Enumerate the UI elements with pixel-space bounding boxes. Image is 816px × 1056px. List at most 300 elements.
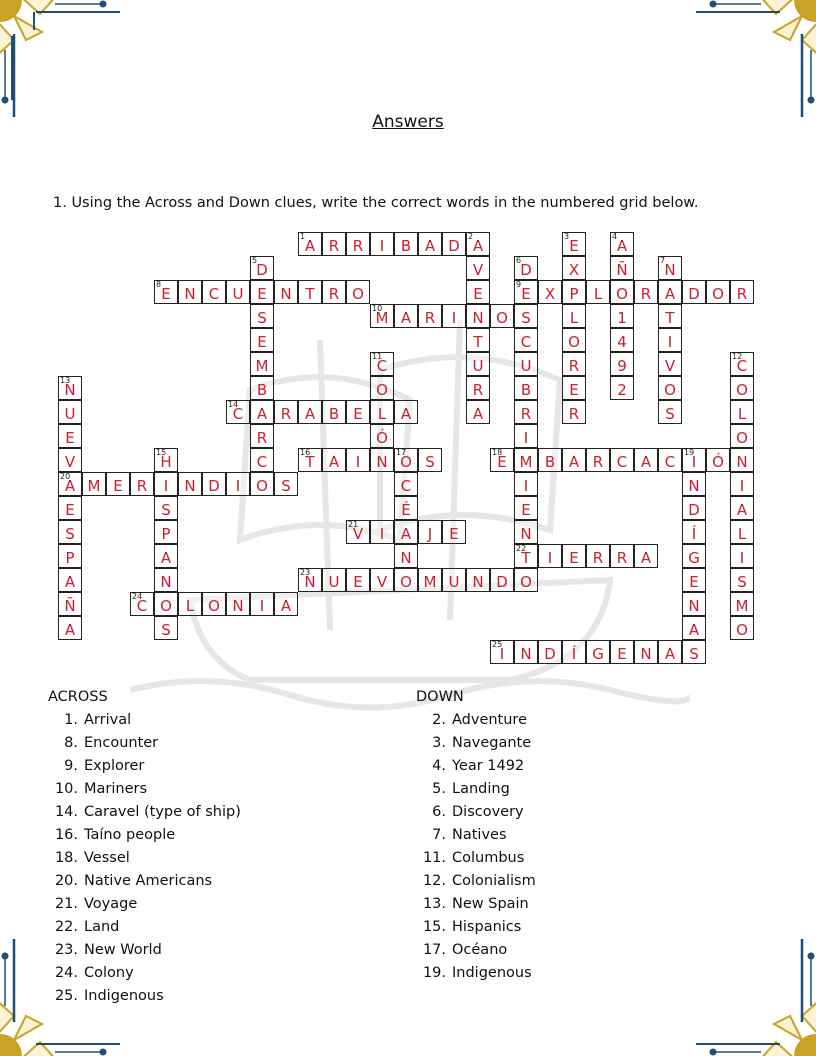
grid-cell[interactable]: [682, 520, 706, 544]
answer-letter: D: [208, 477, 220, 495]
grid-cell[interactable]: [418, 568, 442, 592]
answer-letter: R: [328, 285, 340, 303]
grid-cell[interactable]: [730, 592, 754, 616]
clue-number: 6.: [432, 804, 446, 820]
answer-letter: R: [280, 405, 292, 423]
grid-cell[interactable]: [346, 568, 370, 592]
grid-cell[interactable]: [658, 304, 682, 328]
grid-cell[interactable]: [562, 280, 586, 304]
answer-letter: I: [667, 333, 673, 351]
grid-cell[interactable]: [466, 280, 490, 304]
clue-text: Océano: [452, 942, 508, 958]
answer-letter: I: [235, 477, 241, 495]
grid-cell[interactable]: [514, 568, 538, 592]
grid-cell[interactable]: [370, 424, 394, 448]
grid-cell[interactable]: [58, 496, 82, 520]
answer-letter: N: [280, 285, 292, 303]
answer-letter: R: [592, 453, 604, 471]
grid-cell[interactable]: [466, 568, 490, 592]
grid-cell[interactable]: [562, 376, 586, 400]
answer-letter: B: [520, 381, 532, 399]
grid-cell[interactable]: [298, 448, 322, 472]
answer-letter: G: [592, 645, 604, 663]
grid-cell[interactable]: [610, 328, 634, 352]
answer-letter: S: [281, 477, 291, 495]
clue-number: 5: [252, 256, 258, 265]
grid-cell[interactable]: [250, 328, 274, 352]
grid-cell[interactable]: [418, 520, 442, 544]
answer-letter: O: [208, 597, 220, 615]
grid-cell[interactable]: [514, 496, 538, 520]
grid-cell[interactable]: [466, 376, 490, 400]
grid-cell[interactable]: [418, 304, 442, 328]
grid-cell[interactable]: [394, 520, 418, 544]
answer-letter: I: [523, 477, 529, 495]
clue-number: 11: [372, 352, 383, 361]
answer-letter: A: [64, 477, 76, 495]
answer-letter: R: [256, 429, 268, 447]
grid-cell[interactable]: [730, 280, 754, 304]
answer-letter: I: [163, 477, 169, 495]
clue-text: Taíno people: [84, 827, 176, 843]
grid-cell[interactable]: [154, 568, 178, 592]
answer-letter: N: [376, 453, 388, 471]
clue-number: 25: [492, 640, 503, 649]
grid-cell[interactable]: [610, 448, 634, 472]
down-clue: [416, 778, 536, 801]
grid-cell[interactable]: [562, 400, 586, 424]
answer-letter: N: [640, 645, 652, 663]
answer-letter: B: [400, 237, 412, 255]
grid-cell[interactable]: [682, 496, 706, 520]
grid-cell[interactable]: [610, 232, 634, 256]
grid-cell[interactable]: [490, 448, 514, 472]
answer-letter: E: [617, 645, 627, 663]
grid-cell[interactable]: [250, 376, 274, 400]
grid-cell[interactable]: [82, 472, 106, 496]
grid-cell[interactable]: [466, 232, 490, 256]
answer-letter: J: [427, 525, 433, 543]
answer-letter: Ó: [712, 453, 724, 471]
grid-cell[interactable]: [178, 472, 202, 496]
answer-letter: A: [304, 237, 316, 255]
grid-cell[interactable]: [154, 592, 178, 616]
grid-cell[interactable]: [538, 280, 562, 304]
answer-letter: I: [523, 429, 529, 447]
grid-cell[interactable]: [346, 280, 370, 304]
grid-cell[interactable]: [226, 280, 250, 304]
grid-cell[interactable]: [514, 400, 538, 424]
grid-cell[interactable]: [370, 232, 394, 256]
across-clue: [48, 985, 241, 1008]
grid-cell[interactable]: [514, 352, 538, 376]
answer-letter: N: [520, 525, 532, 543]
grid-cell[interactable]: [610, 304, 634, 328]
grid-cell[interactable]: [682, 640, 706, 664]
answer-letter: I: [691, 453, 697, 471]
answer-letter: C: [376, 357, 388, 375]
grid-cell[interactable]: [610, 376, 634, 400]
grid-cell[interactable]: [154, 472, 178, 496]
grid-cell[interactable]: [682, 544, 706, 568]
answer-letter: E: [521, 285, 531, 303]
clue-number: 18.: [54, 850, 78, 866]
grid-cell[interactable]: [730, 472, 754, 496]
grid-cell[interactable]: [514, 256, 538, 280]
grid-cell[interactable]: [370, 304, 394, 328]
grid-cell[interactable]: [250, 352, 274, 376]
down-clue: [416, 824, 536, 847]
grid-cell[interactable]: [322, 280, 346, 304]
grid-cell[interactable]: [730, 376, 754, 400]
answer-letter: 1: [617, 309, 627, 327]
grid-cell[interactable]: [682, 472, 706, 496]
answer-letter: S: [665, 405, 675, 423]
clue-number: 14.: [54, 804, 78, 820]
grid-cell[interactable]: [562, 640, 586, 664]
answer-letter: O: [712, 285, 724, 303]
grid-cell[interactable]: [610, 640, 634, 664]
grid-cell[interactable]: [370, 352, 394, 376]
answer-letter: R: [616, 549, 628, 567]
grid-cell[interactable]: [370, 376, 394, 400]
grid-cell[interactable]: [730, 400, 754, 424]
clue-text: Caravel (type of ship): [84, 804, 241, 820]
grid-cell[interactable]: [466, 256, 490, 280]
grid-cell[interactable]: [250, 592, 274, 616]
answer-letter: A: [736, 501, 748, 519]
grid-cell[interactable]: [394, 472, 418, 496]
grid-cell[interactable]: [730, 352, 754, 376]
grid-cell[interactable]: [658, 280, 682, 304]
grid-cell[interactable]: [202, 280, 226, 304]
grid-cell[interactable]: [490, 304, 514, 328]
clue-number: 22: [516, 544, 527, 553]
grid-cell[interactable]: [58, 472, 82, 496]
grid-cell[interactable]: [658, 448, 682, 472]
answer-letter: D: [520, 261, 532, 279]
grid-cell[interactable]: [658, 328, 682, 352]
grid-cell[interactable]: [274, 592, 298, 616]
grid-cell[interactable]: [274, 400, 298, 424]
across-clues: [48, 686, 241, 1008]
grid-cell[interactable]: [706, 280, 730, 304]
grid-cell[interactable]: [514, 472, 538, 496]
grid-cell[interactable]: [58, 520, 82, 544]
answer-letter: M: [423, 573, 437, 591]
answer-letter: S: [161, 621, 171, 639]
grid-cell[interactable]: [514, 448, 538, 472]
answer-letter: C: [400, 477, 412, 495]
grid-cell[interactable]: [298, 280, 322, 304]
grid-cell[interactable]: [562, 352, 586, 376]
grid-cell[interactable]: [202, 592, 226, 616]
answer-letter: U: [448, 573, 460, 591]
grid-cell[interactable]: [58, 616, 82, 640]
grid-cell[interactable]: [658, 256, 682, 280]
grid-cell[interactable]: [58, 568, 82, 592]
grid-cell[interactable]: [226, 592, 250, 616]
grid-cell[interactable]: [514, 424, 538, 448]
grid-cell[interactable]: [514, 376, 538, 400]
answer-letter: A: [472, 405, 484, 423]
grid-cell[interactable]: [634, 640, 658, 664]
grid-cell[interactable]: [394, 232, 418, 256]
grid-cell[interactable]: [394, 400, 418, 424]
answer-letter: R: [640, 285, 652, 303]
grid-cell[interactable]: [682, 616, 706, 640]
answer-letter: B: [256, 381, 268, 399]
grid-cell[interactable]: [322, 232, 346, 256]
grid-cell[interactable]: [154, 280, 178, 304]
answer-letter: X: [568, 261, 580, 279]
answer-letter: O: [376, 381, 388, 399]
grid-cell[interactable]: [610, 352, 634, 376]
grid-cell[interactable]: [562, 304, 586, 328]
sun-ornament-icon: [0, 0, 58, 58]
across-clue: [48, 847, 241, 870]
grid-cell[interactable]: [346, 400, 370, 424]
grid-cell[interactable]: [346, 448, 370, 472]
grid-cell[interactable]: [226, 400, 250, 424]
grid-cell[interactable]: [322, 568, 346, 592]
grid-cell[interactable]: [610, 280, 634, 304]
answer-letter: L: [377, 405, 387, 423]
answer-letter: E: [161, 285, 171, 303]
grid-cell[interactable]: [130, 472, 154, 496]
grid-cell[interactable]: [514, 304, 538, 328]
grid-cell[interactable]: [490, 640, 514, 664]
answer-letter: S: [689, 645, 699, 663]
grid-cell[interactable]: [586, 280, 610, 304]
grid-cell[interactable]: [298, 400, 322, 424]
clue-number: 6: [516, 256, 522, 265]
grid-cell[interactable]: [514, 640, 538, 664]
grid-cell[interactable]: [370, 520, 394, 544]
grid-cell[interactable]: [394, 568, 418, 592]
grid-cell[interactable]: [610, 256, 634, 280]
grid-cell[interactable]: [250, 304, 274, 328]
down-clue: [416, 709, 536, 732]
grid-cell[interactable]: [610, 544, 634, 568]
grid-cell[interactable]: [538, 544, 562, 568]
grid-cell[interactable]: [514, 520, 538, 544]
grid-cell[interactable]: [322, 448, 346, 472]
grid-cell[interactable]: [634, 448, 658, 472]
grid-cell[interactable]: [394, 448, 418, 472]
answer-letter: D: [256, 261, 268, 279]
grid-cell[interactable]: [250, 424, 274, 448]
clue-number: 15.: [422, 919, 446, 935]
answer-letter: M: [255, 357, 269, 375]
grid-cell[interactable]: [730, 616, 754, 640]
grid-cell[interactable]: [682, 448, 706, 472]
grid-cell[interactable]: [562, 544, 586, 568]
grid-cell[interactable]: [154, 616, 178, 640]
grid-cell[interactable]: [634, 544, 658, 568]
grid-cell[interactable]: [58, 400, 82, 424]
clue-number: 25.: [54, 988, 78, 1004]
grid-cell[interactable]: [394, 544, 418, 568]
grid-cell[interactable]: [58, 592, 82, 616]
answer-letter: S: [161, 501, 171, 519]
grid-cell[interactable]: [58, 424, 82, 448]
grid-cell[interactable]: [442, 520, 466, 544]
grid-cell[interactable]: [370, 568, 394, 592]
grid-cell[interactable]: [730, 568, 754, 592]
grid-cell[interactable]: [442, 232, 466, 256]
grid-cell[interactable]: [442, 304, 466, 328]
grid-cell[interactable]: [538, 640, 562, 664]
answer-letter: A: [400, 309, 412, 327]
grid-cell[interactable]: [658, 400, 682, 424]
grid-cell[interactable]: [442, 568, 466, 592]
down-clues: [416, 686, 536, 985]
answer-letter: R: [136, 477, 148, 495]
down-clue: [416, 939, 536, 962]
grid-cell[interactable]: [370, 448, 394, 472]
grid-cell[interactable]: [586, 640, 610, 664]
grid-cell[interactable]: [250, 448, 274, 472]
grid-cell[interactable]: [418, 448, 442, 472]
answer-letter: I: [739, 549, 745, 567]
grid-cell[interactable]: [370, 400, 394, 424]
answer-letter: A: [328, 453, 340, 471]
grid-cell[interactable]: [562, 448, 586, 472]
grid-cell[interactable]: [418, 232, 442, 256]
grid-cell[interactable]: [298, 232, 322, 256]
clue-number: 5.: [432, 781, 446, 797]
grid-cell[interactable]: [514, 280, 538, 304]
clue-number: 17: [396, 448, 407, 457]
grid-cell[interactable]: [730, 424, 754, 448]
grid-cell[interactable]: [514, 328, 538, 352]
clue-text: Year 1492: [452, 758, 525, 774]
grid-cell[interactable]: [274, 472, 298, 496]
grid-cell[interactable]: [58, 544, 82, 568]
grid-cell[interactable]: [346, 232, 370, 256]
answer-letter: L: [737, 405, 747, 423]
grid-cell[interactable]: [682, 592, 706, 616]
grid-cell[interactable]: [154, 544, 178, 568]
clue-number: 19: [684, 448, 695, 457]
grid-cell[interactable]: [130, 592, 154, 616]
answer-letter: N: [520, 645, 532, 663]
grid-cell[interactable]: [586, 448, 610, 472]
clue-number: 10.: [54, 781, 78, 797]
grid-cell[interactable]: [250, 400, 274, 424]
answer-letter: D: [496, 573, 508, 591]
grid-cell[interactable]: [730, 496, 754, 520]
answer-letter: O: [616, 285, 628, 303]
grid-cell[interactable]: [490, 568, 514, 592]
grid-cell[interactable]: [202, 472, 226, 496]
grid-cell[interactable]: [562, 328, 586, 352]
clue-number: 13.: [422, 896, 446, 912]
grid-cell[interactable]: [466, 400, 490, 424]
grid-cell[interactable]: [538, 448, 562, 472]
clue-number: 8.: [64, 735, 78, 751]
grid-cell[interactable]: [658, 352, 682, 376]
grid-cell[interactable]: [586, 544, 610, 568]
grid-cell[interactable]: [634, 280, 658, 304]
grid-cell[interactable]: [58, 448, 82, 472]
grid-cell[interactable]: [154, 448, 178, 472]
answer-letter: O: [736, 621, 748, 639]
grid-cell[interactable]: [706, 448, 730, 472]
grid-cell[interactable]: [250, 280, 274, 304]
grid-cell[interactable]: [730, 544, 754, 568]
grid-cell[interactable]: [226, 472, 250, 496]
grid-cell[interactable]: [58, 376, 82, 400]
clue-number: 21: [348, 520, 359, 529]
answer-letter: 4: [617, 333, 627, 351]
clue-number: 2: [468, 232, 474, 241]
clue-text: Indigenous: [84, 988, 164, 1004]
grid-cell[interactable]: [466, 328, 490, 352]
answer-letter: E: [65, 429, 75, 447]
clue-number: 24.: [54, 965, 78, 981]
answer-letter: U: [520, 357, 532, 375]
grid-cell[interactable]: [682, 280, 706, 304]
answer-letter: O: [568, 333, 580, 351]
answer-letter: N: [688, 597, 700, 615]
grid-cell[interactable]: [298, 568, 322, 592]
grid-cell[interactable]: [730, 448, 754, 472]
grid-cell[interactable]: [514, 544, 538, 568]
grid-cell[interactable]: [106, 472, 130, 496]
answer-letter: O: [736, 381, 748, 399]
grid-cell[interactable]: [682, 568, 706, 592]
grid-cell[interactable]: [562, 256, 586, 280]
grid-cell[interactable]: [178, 280, 202, 304]
grid-cell[interactable]: [658, 376, 682, 400]
clue-text: Native Americans: [84, 873, 213, 889]
answer-letter: A: [640, 549, 652, 567]
grid-cell[interactable]: [322, 400, 346, 424]
grid-cell[interactable]: [346, 520, 370, 544]
grid-cell[interactable]: [178, 592, 202, 616]
grid-cell[interactable]: [394, 496, 418, 520]
grid-cell[interactable]: [466, 352, 490, 376]
grid-cell[interactable]: [274, 280, 298, 304]
answer-letter: A: [664, 645, 676, 663]
grid-cell[interactable]: [658, 640, 682, 664]
grid-cell[interactable]: [154, 520, 178, 544]
down-heading: DOWN: [416, 689, 464, 705]
grid-cell[interactable]: [730, 520, 754, 544]
grid-cell[interactable]: [562, 232, 586, 256]
grid-cell[interactable]: [250, 256, 274, 280]
clue-number: 1.: [64, 712, 78, 728]
answer-letter: U: [232, 285, 244, 303]
grid-cell[interactable]: [154, 496, 178, 520]
grid-cell[interactable]: [466, 304, 490, 328]
answer-letter: C: [664, 453, 676, 471]
answer-letter: C: [232, 405, 244, 423]
clue-number: 7: [660, 256, 666, 265]
grid-cell[interactable]: [394, 304, 418, 328]
corner-ornament-bottom-right: [686, 926, 816, 1056]
clue-text: Arrival: [84, 712, 132, 728]
grid-cell[interactable]: [250, 472, 274, 496]
answer-letter: U: [472, 357, 484, 375]
answer-letter: C: [736, 357, 748, 375]
answer-letter: V: [472, 261, 484, 279]
clue-number: 17.: [422, 942, 446, 958]
clue-number: 11.: [422, 850, 446, 866]
answer-letter: O: [400, 453, 412, 471]
